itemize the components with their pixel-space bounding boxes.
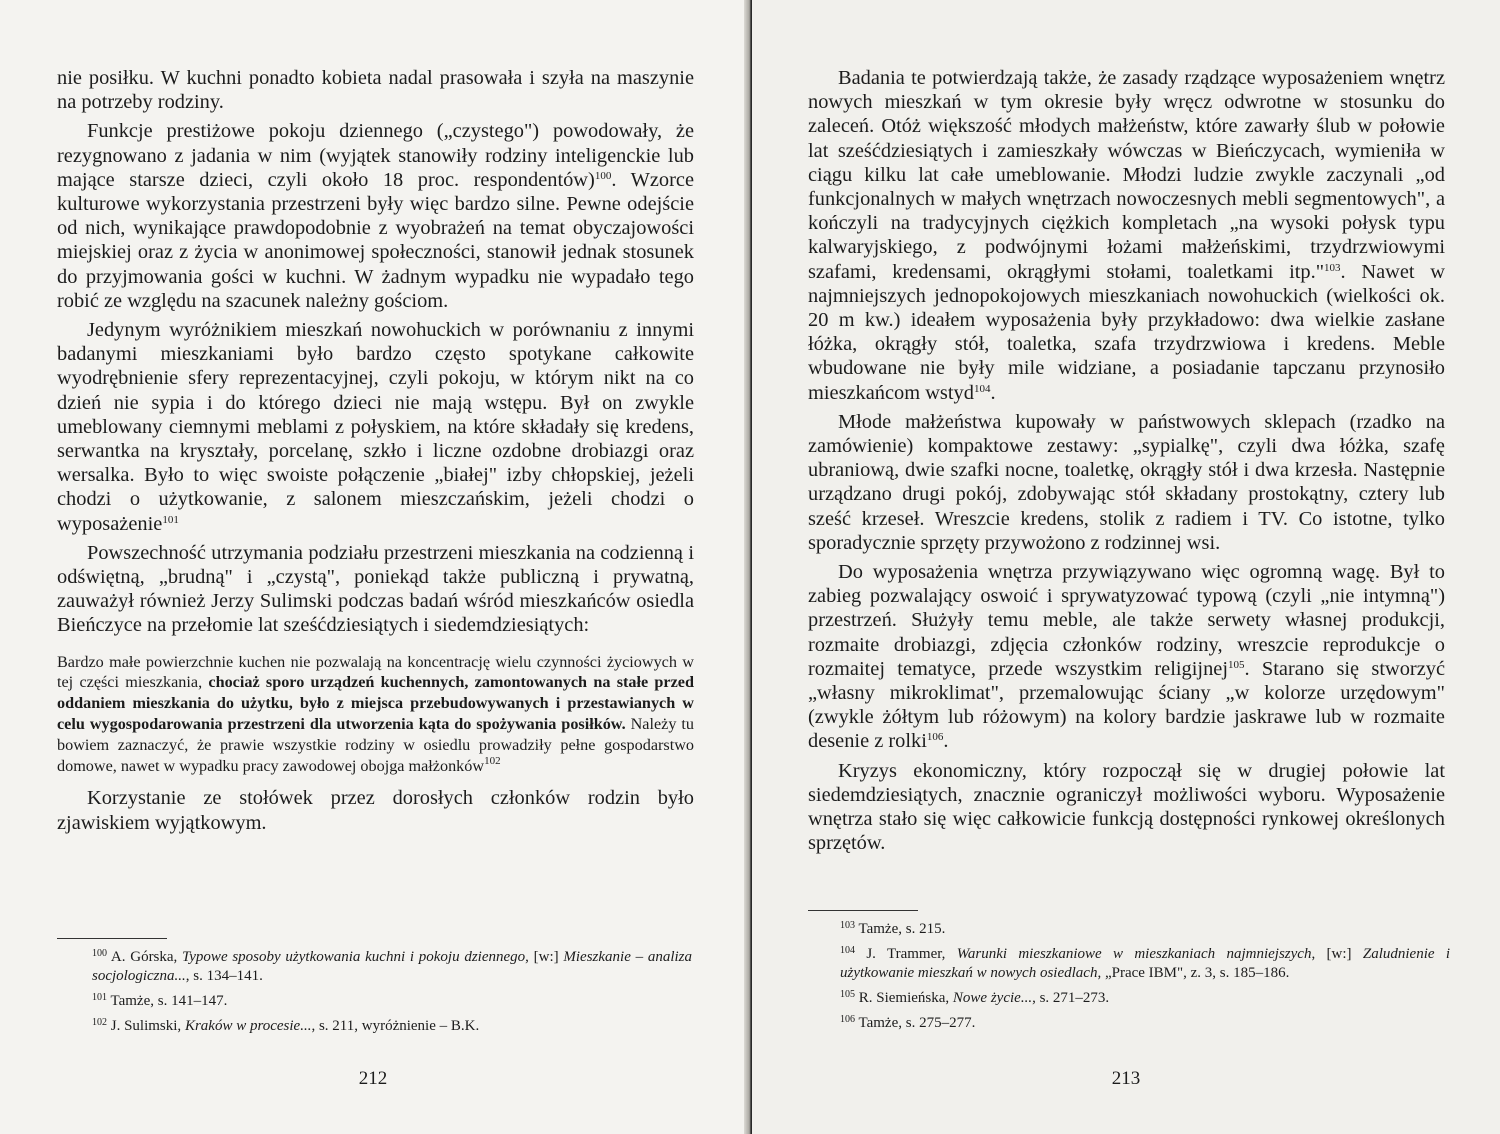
text-run: , s. 211, wyróżnienie – B.K.	[311, 1018, 480, 1034]
paragraph	[808, 66, 1445, 405]
footnote	[92, 1017, 692, 1036]
paragraph	[57, 66, 694, 114]
footnote-ref: 100	[92, 948, 107, 959]
footnote	[840, 989, 1450, 1008]
text-run: .	[943, 730, 949, 753]
text-run: J. Trammer,	[855, 946, 957, 962]
left-page-body	[57, 66, 694, 835]
footnote-separator-right	[808, 910, 918, 911]
paragraph	[57, 541, 694, 638]
left-footnotes	[92, 948, 692, 1036]
block-quote-text	[57, 652, 694, 777]
footnote	[840, 920, 1450, 939]
text-run: R. Siemieńska,	[855, 990, 953, 1006]
right-page-body	[808, 66, 1445, 856]
text-run: Jedynym wyróżnikiem mieszkań nowohuckich w porównaniu z innymi badanymi mieszkaniami było bardzo często spotykane całkowite wyodrębnienie sfery reprezentacyjnej, czyli pokoju, w którym nikt na co dzień nie sypia i do którego dzieci nie mają wstępu. Był on zwykle umeblowany ciemnymi meblami z połyskiem, na które składały się kredens, serwantka na kryształy, porcelanę, szkło i liczne ozdobne drobiazgi oraz wersalka. Było to więc swoiste połączenie „białej" izby chłopskiej, jeżeli chodzi o użytkowanie, z salonem mieszczańskim, jeżeli chodzi o wyposażenie	[57, 319, 694, 535]
footnote-ref: 101	[162, 513, 179, 526]
text-run: Bardzo małe powierzchnie kuchen nie pozwalają na koncentrację wielu czynności życiowych w tej części mieszkania,	[57, 652, 694, 692]
page-number-left: 212	[358, 1068, 388, 1089]
left-paragraphs	[57, 66, 694, 638]
block-quote	[57, 652, 694, 777]
paragraph	[808, 410, 1445, 555]
footnote-ref: 104	[840, 945, 855, 956]
text-run: Do wyposażenia wnętrza przywiązywano więc ogromną wagę. Był to zabieg pozwalający oswoić i sprywatyzować typową (czyli „nie intymną") przestrzeń. Służyły temu meble, ale także serwety własnej produkcji, rozmaite drobiazgi, zdjęcia członków rodziny, wreszcie reprodukcje o rozmaitej tematyce, przede wszystkim religijnej	[808, 561, 1445, 680]
paragraph	[808, 759, 1445, 856]
title-italic: Zaludnienie i użytkowanie mieszkań w nowych osiedlach	[840, 946, 1451, 981]
footnote	[92, 992, 692, 1011]
text-run: Funkcje prestiżowe pokoju dziennego („czystego") powodowały, że rezygnowano z jadania w nim (wyjątek stanowiły rodziny inteligenckie lub mające starsze dzieci, czyli około 18 proc. respondentów)	[57, 120, 694, 191]
text-run: Tamże, s. 141–147.	[107, 993, 228, 1009]
paragraph	[808, 560, 1445, 754]
text-run: Badania te potwierdzają także, że zasady rządzące wyposażeniem wnętrz nowych mieszkań w tym okresie były wręcz odwrotne w stosunku do zaleceń. Otóż większość młodych małżeństw, które zawarły ślub w połowie lat sześćdziesiątych i zamieszkały wówczas w Bieńczycach, wymieniła w ciągu kilku lat całe umeblowanie. Młodzi ludzie zwykle zaczynali „od funkcjonalnych w małych wnętrzach nowoczesnych mebli segmentowych", a kończyli na tradycyjnych ciężkich kompletach „na wysoki połysk typu kalwaryjskiego, z podwójnymi łożami małżeńskimi, trzydrzwiowymi szafami, kredensami, okrągłymi stołami, toaletkami itp."	[808, 67, 1445, 283]
closing-paragraph: Korzystanie ze stołówek przez dorosłych członków rodzin było zjawiskiem wyjątkowym.	[57, 787, 694, 834]
title-italic: Typowe sposoby użytkowania kuchni i pokoju dziennego	[182, 949, 526, 965]
text-run: Tamże, s. 275–277.	[855, 1015, 976, 1031]
text-run: Młode małżeństwa kupowały w państwowych sklepach (rzadko na zamówienie) kompaktowe zestawy: „sypialkę", czyli dwa łóżka, szafę ubraniową, dwie szafki nocne, toaletkę, okrągły stół i dwa krzesła. Następnie urządzano drugi pokój, zdobywając stół składany prostokątny, cztery lub sześć krzeseł. Wreszcie kredens, stolik z radiem i TV. Co istotne, tylko sporadycznie sprzęty przywożono z rodzinnej wsi.	[808, 410, 1445, 554]
left-page	[0, 0, 748, 1134]
footnote-ref: 106	[926, 731, 944, 744]
text-run: , s. 271–273.	[1032, 990, 1110, 1006]
text-run: .	[990, 381, 996, 404]
text-run: Kryzys ekonomiczny, który rozpoczął się w drugiej połowie lat siedemdziesiątych, znacznie ograniczył możliwości wyboru. Wyposażenie wnętrza stało się więc całkowicie funkcją dostępności rynkowej określonych sprzętów.	[808, 759, 1445, 855]
title-italic: Mieszkanie – analiza socjologiczna...	[92, 949, 693, 984]
footnote-ref: 106	[840, 1014, 855, 1025]
text-run: Tamże, s. 215.	[855, 921, 946, 937]
text-run: nie posiłku. W kuchni ponadto kobieta nadal prasowała i szyła na maszynie na potrzeby rodziny.	[57, 67, 694, 114]
text-run: J. Sulimski,	[107, 1018, 185, 1034]
right-footnotes	[840, 920, 1450, 1033]
title-italic: Nowe życie...	[952, 990, 1033, 1006]
page-number-right: 213	[1111, 1068, 1141, 1089]
footnote-ref: 105	[1228, 658, 1245, 671]
title-italic: Kraków w procesie...	[184, 1018, 312, 1034]
title-italic: Warunki mieszkaniowe w mieszkaniach najmniejszych	[956, 946, 1312, 962]
footnote-ref: 103	[840, 920, 855, 931]
text-run: . Wzorce kulturowe wykorzystania przestrzeni były więc bardzo silne. Pewne odejście od nich, wynikające prawdopodobnie z wyobrażeń na temat obyczajowości miejskiej oraz z życia w anonimowej społeczności, stanowił jednak stosunek do przyjmowania gości w kuchni. W żadnym wypadku nie wypadało tego robić ze względu na szacunek należny gościom.	[57, 168, 694, 312]
text-run: , [w:]	[1311, 946, 1363, 962]
footnote-separator	[57, 938, 167, 939]
footnote-ref: 102	[92, 1017, 107, 1028]
text-run: Powszechność utrzymania podziału przestrzeni mieszkania na codzienną i odświętną, „brudną" i „czystą", poniekąd także publiczną i prywatną, zauważył również Jerzy Sulimski podczas badań wśród mieszkańców osiedla Bieńczyce na przełomie lat sześćdziesiątych i siedemdziesiątych:	[57, 541, 694, 637]
paragraph	[57, 119, 694, 313]
footnote-ref: 104	[973, 382, 991, 395]
text-run: A. Górska,	[107, 949, 183, 965]
footnote	[840, 1014, 1450, 1033]
footnote-ref: 105	[840, 989, 855, 1000]
right-paragraphs	[808, 66, 1445, 856]
text-run: . Nawet w najmniejszych jednopokojowych mieszkaniach nowohuckich (wielkości ok. 20 m kw.) ideałem wyposażenia były przykładowo: dwa wielkie zasłane łóżka, okrągły stół, toaletka, szafa trzydrzwiowa i kredens. Meble wbudowane nie były mile widziane, a posiadanie tapczanu przynosiło mieszkańcom wstyd	[808, 260, 1445, 404]
footnote-ref: 100	[594, 169, 612, 182]
text-run: . Starano się stworzyć „własny mikroklimat", przemalowując ściany „w kolorze urzędowym" (zwykle żółtym lub różowym) na kolory bardzie jaskrawe lub w rozmaite desenie z rolki	[808, 657, 1445, 753]
text-run: , [w:]	[525, 949, 564, 965]
footnote	[840, 945, 1450, 983]
text-run: Należy tu bowiem zaznaczyć, że prawie wszystkie rodziny w osiedlu prowadziły pełne gospodarstwo domowe, nawet w wypadku pracy zawodowej obojga małżonków	[57, 715, 694, 775]
right-page	[752, 0, 1500, 1134]
footnote-ref: 102	[484, 754, 501, 767]
footnote	[92, 948, 692, 986]
emphasis-bold: chociaż sporo urządzeń kuchennych, zamontowanych na stałe przed oddaniem mieszkania do użytku, było z miejsca przebudowywanych i przestawianych w celu wygospodarowania przestrzeni dla utworzenia kąta do spożywania posiłków.	[57, 673, 694, 734]
text-run: , „Prace IBM", z. 3, s. 185–186.	[1097, 965, 1290, 981]
text-run: , s. 134–141.	[185, 968, 263, 984]
paragraph	[57, 318, 694, 536]
footnote-ref: 103	[1324, 261, 1341, 274]
footnote-ref: 101	[92, 992, 107, 1003]
